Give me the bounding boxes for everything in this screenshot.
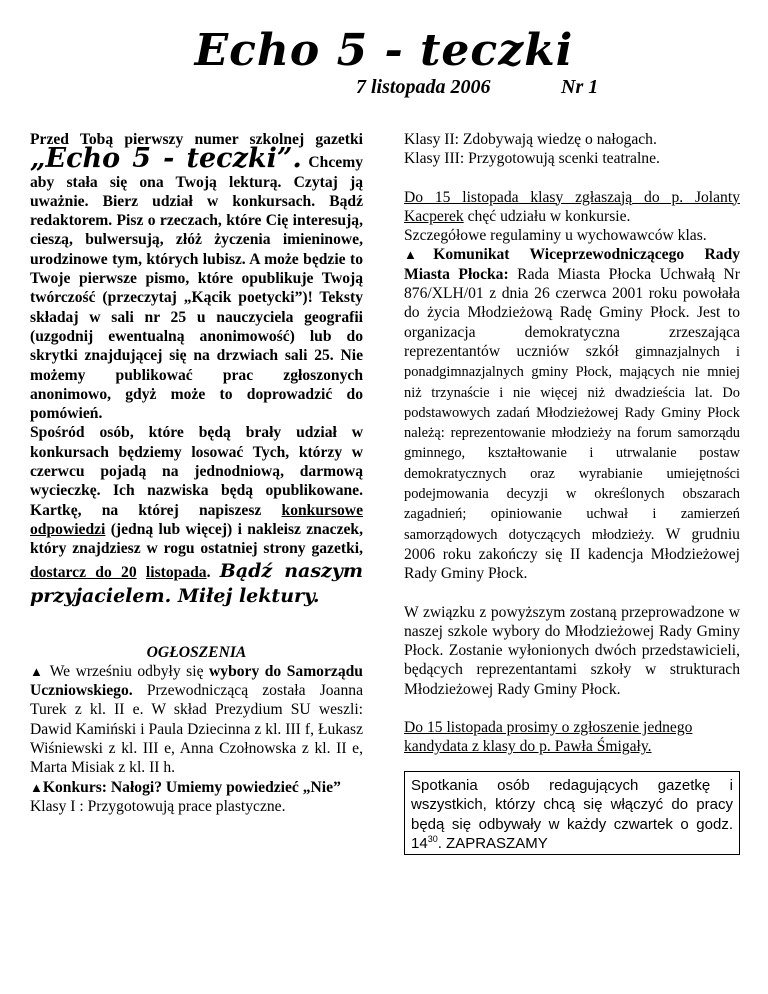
bullet-triangle-icon: ▲ (404, 247, 434, 263)
box-text: Spotkania osób redagujących gazetkę i wszystkich, którzy chcą się włączyć do pracy będą się odbywały w każdy czwartek o godz. 14 (411, 776, 733, 853)
notice-lead: Rada Miasta Płocka Uchwałą Nr 876/XLH/01 z dnia 26 czerwca 2001 roku powołała do życia Młodzieżową Radę Gminy Płock. Jest to organizacja demokratyczna zrzeszająca reprezentantów uczniów szkół (404, 265, 740, 360)
announcements-heading: OGŁOSZENIA (146, 643, 247, 661)
signup-rest: chęć udziału w konkursie. (463, 207, 631, 225)
contest-heading: Konkurs: Nałogi? Umiemy powiedzieć „Nie” (42, 778, 341, 796)
contest-end: . (206, 563, 211, 581)
candidate-request: Do 15 listopada prosimy o zgłoszenie jednego kandydata z klasy do p. Pawła Śmigały. (404, 719, 693, 756)
contest-heading-paragraph (30, 778, 363, 797)
intro-paragraph (30, 130, 363, 423)
class1-task: Klasy I : Przygotowują prace plastyczne. (30, 797, 286, 815)
notice-paragraph (404, 245, 740, 583)
box-end: . ZAPRASZAMY (437, 835, 548, 853)
election-note: W związku z powyższym zostaną przeprowadzone w naszej szkole wybory do Młodzieżowej Rady Gminy Płock. Zostanie wyłonionych dwóch przedstawicieli, będących reprezentantami szkoły w strukturach Młodzieżowej Rady Gminy Płock. (404, 603, 740, 698)
elections-text: We wrześniu odbyły się (49, 662, 204, 680)
bullet-triangle-icon: ▲ (30, 779, 43, 795)
intro-lead: Przed Tobą pierwszy numer szkolnej gazetki (30, 131, 363, 148)
elections-paragraph (30, 662, 363, 778)
elections-body: Przewodniczącą została Joanna Turek z kl. II e. W skład Prezydium SU weszli: Dawid Kamiński i Paula Dziecinna z kl. III f, Łukasz Wiśniewski z kl. III e, Anna Czołnowska z kl. II e, Marta Misiak z kl. II h. (30, 682, 363, 777)
signup-deadline: Do 15 listopada klasy zgłaszają do p. Jolanty Kacperek (404, 188, 740, 225)
rules-note: Szczegółowe regulaminy u wychowawców klas. (404, 227, 707, 245)
notice-end: W grudniu 2006 roku zakończy się II kadencja Młodzieżowej Rady Gminy Płock. (404, 525, 740, 583)
notice-title: Komunikat Wiceprzewodniczącego Rady Miasta Płocka: (404, 246, 740, 283)
box-time-superscript: 30 (427, 834, 438, 845)
class3-task: Klasy III: Przygotowują scenki teatralne. (404, 150, 660, 168)
contest-paragraph (30, 423, 363, 608)
meetings-box (404, 771, 740, 855)
class2-task: Klasy II: Zdobywają wiedzę o nałogach. (404, 131, 657, 148)
left-column (30, 130, 363, 816)
issue-date: 7 listopada 2006 (356, 76, 491, 98)
masthead-title: Echo 5 - teczki (194, 25, 574, 76)
contest-text-a: Spośród osób, które będą brały udział w konkursach będziemy losować Tych, którzy w czerwcu pojadą na jednodniową, darmową wycieczkę. Ich nazwiska będą opublikowane. Kartkę, na której napiszesz (30, 424, 363, 519)
bullet-triangle-icon: ▲ (30, 663, 45, 679)
contest-answers-text: konkursowe odpowiedzi (30, 501, 363, 538)
signoff: Bądź naszym przyjacielem. Miłej lektury. (30, 559, 363, 607)
intro-body: Chcemy aby stała się ona Twoją lekturą. Czytaj ją uważnie. Bierz udział w konkursach. Bądź redaktorem. Pisz o rzeczach, które Cię interesują, cieszą, bulwersują, złóż życzenia imieninowe, urodzinowe tym, których lubisz. A może będzie to Twoje pierwsze pismo, które opublikuje Twoją twórczość (przeczytaj „Kącik poetycki”)! Teksty składaj w sali nr 25 u nauczyciela geografii (uzgodnij ewentualną anonimowość) lub do skrytki znajdującej się na drzwiach sali 25. Nie możemy publikować prac zgłoszonych anonimowo, gdyż może to doprowadzić do pomówień. (30, 154, 363, 423)
contest-text-b: (jedną lub więcej) i nakleisz znaczek, który znajdziesz w rogu ostatniej strony gazetki, (30, 520, 363, 558)
right-column (404, 130, 740, 855)
notice-body: gimnazjalnych i ponadgimnazjalnych gminy Płock, mających nie mniej niż trzynaście i nie więcej niż dwadzieścia lat. Do podstawowych zadań Młodzieżowej Rady Gminy Płock należą: reprezentowanie młodzieży na forum samorządu gminnego, kształtowanie i utrwalanie postaw demokratycznych oraz wyrabianie umiejętności podejmowania decyzji w określonych obszarach zagadnień; opiniowanie uchwał i zamierzeń samorządowych dotyczących młodzieży. (404, 343, 740, 543)
intro-newspaper-title: „Echo 5 - teczki”. (30, 143, 302, 175)
issue-number: Nr 1 (561, 76, 599, 98)
contest-deadline-a: dostarcz do 20 (30, 563, 137, 581)
elections-bold: wybory do Samorządu Uczniowskiego. (30, 662, 363, 700)
signup-paragraph (404, 188, 740, 227)
dateline (0, 76, 768, 100)
contest-deadline-b: listopada (145, 563, 207, 581)
